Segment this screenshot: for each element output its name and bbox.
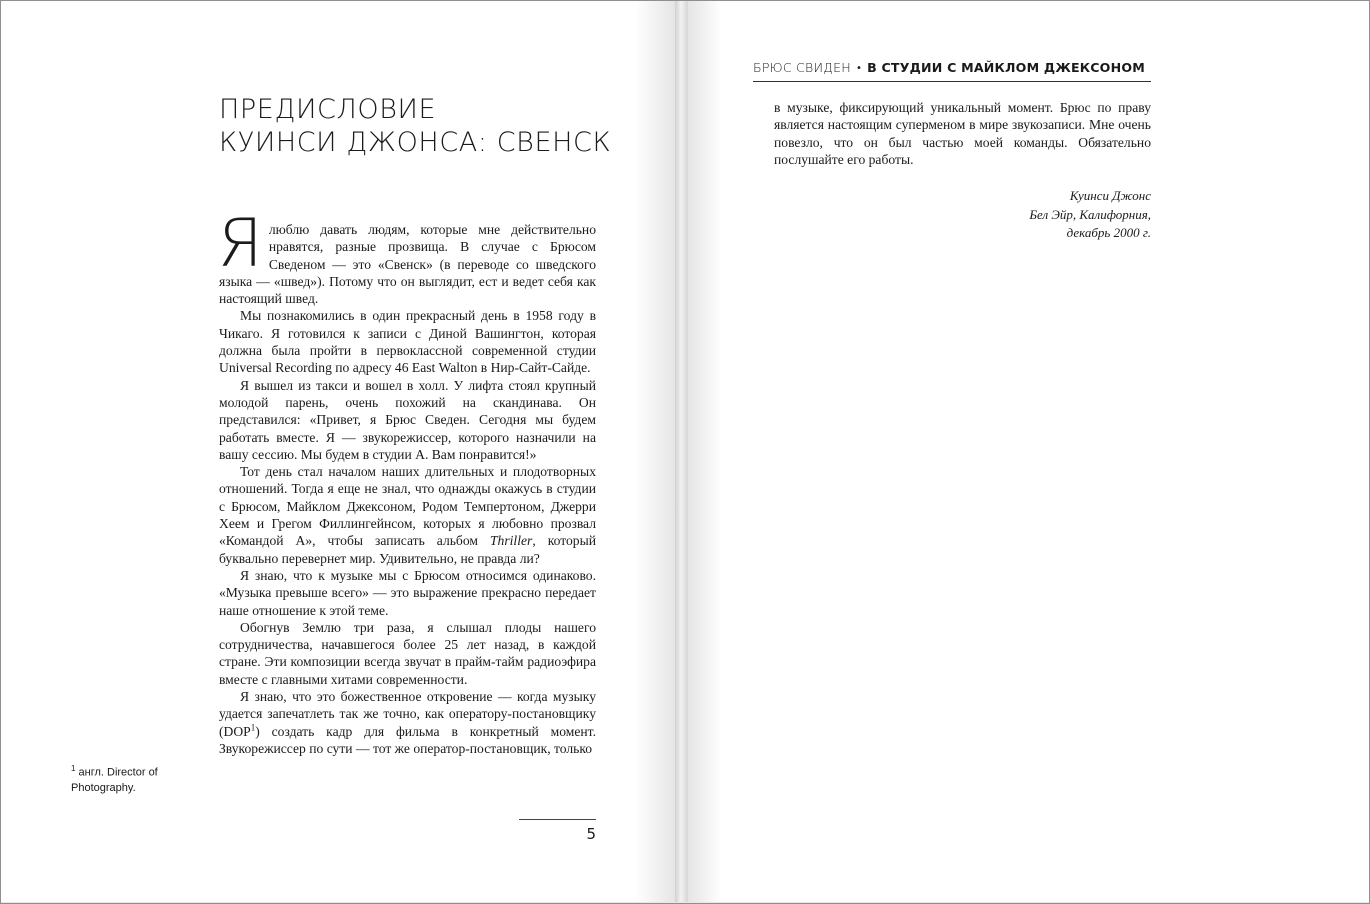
chapter-title-line-2: КУИНСИ ДЖОНСА: СВЕНСК	[219, 127, 612, 158]
chapter-title	[219, 93, 611, 159]
paragraph-1	[217, 205, 596, 307]
running-head-author: БРЮС СВИДЕН	[753, 60, 851, 75]
left-body-text	[217, 205, 597, 757]
left-page	[1, 1, 675, 902]
footnote	[71, 761, 201, 796]
signature-date: декабрь 2000 г.	[1066, 225, 1151, 240]
signature-name: Куинси Джонс	[1069, 188, 1151, 203]
paragraph-1-text: люблю давать людям, которые мне действительно нравятся, разные прозвища. В случае с Брюсом Сведеном — это «Свенск» (в переводе со шведского языка — «швед»). Потому что он выглядит, ест и ведет себя как настоящий швед.	[219, 222, 596, 307]
paragraph-4-text-a: Тот день стал началом наших длительных и плодотворных отношений. Тогда я еще не знал, что однажды окажусь в студии с Брюсом, Майклом Джексоном, Родом Темпертоном, Джерри Хеем и Грегом Филлингейнсом, которых я любовно прозвал «Командой А», чтобы записать альбом	[219, 464, 596, 549]
album-title: Thriller	[490, 533, 533, 549]
running-head-rule	[753, 81, 1151, 82]
running-head-book-title: В СТУДИИ С МАЙКЛОМ ДЖЕКСОНОМ	[867, 60, 1145, 75]
paragraph-2: Мы познакомились в один прекрасный день в 1958 году в Чикаго. Я готовился к записи с Диной Вашингтон, которая должна была пройти в первоклассной современной студии Universal Recording по адресу 46 East Walton в Нир-Сайт-Сайде.	[219, 308, 596, 376]
paragraph-7-text-b: ) создать кадр для фильма в конкретный момент. Звукорежиссер по сути — тот же оператор-постановщик, только	[219, 723, 596, 756]
paragraph-3: Я вышел из такси и вошел в холл. У лифта стоял крупный молодой парень, очень похожий на скандинава. Он представился: «Привет, я Брюс Сведен. Сегодня мы будем работать вместе. Я — звукорежиссер, которого назначили на вашу сессию. Мы будем в студии А. Вам понравится!»	[219, 377, 596, 462]
left-gutter-shadow	[635, 1, 675, 902]
book-gutter	[675, 1, 688, 902]
chapter-title-line-1: ПРЕДИСЛОВИЕ	[219, 94, 437, 125]
paragraph-4-text-b: , который буквально перевернет мир. Удивительно, не правда ли?	[219, 533, 597, 566]
footnote-reference: 1	[250, 722, 256, 733]
page-number-rule	[519, 819, 596, 820]
footnote-mark: 1	[71, 764, 76, 773]
drop-cap: Я	[217, 205, 263, 282]
paragraph-6: Обогнув Землю три раза, я слышал плоды нашего сотрудничества, начавшегося более 25 лет назад, в каждой стране. Эти композиции всегда звучат в прайм-тайм радиоэфира вместе с главными хитами современности.	[219, 619, 596, 687]
paragraph-7	[219, 688, 596, 757]
footnote-text: англ. Director of Photography.	[71, 766, 158, 794]
signature-block	[951, 187, 1151, 243]
right-body-text	[774, 99, 1151, 168]
bullet-separator: •	[855, 63, 863, 74]
signature-place: Бел Эйр, Калифорния,	[1029, 206, 1151, 222]
running-head	[753, 60, 1151, 75]
paragraph-7-text-a: Я знаю, что это божественное откровение — когда музыку удается запечатлеть так же точно, как оператору-постановщику (DOP	[219, 689, 596, 739]
right-page	[688, 1, 1369, 902]
paragraph-5: Я знаю, что к музыке мы с Брюсом относимся одинаково. «Музыка превыше всего» — это выражение прекрасно передает наше отношение к этой теме.	[219, 567, 596, 618]
right-gutter-shadow	[688, 1, 722, 902]
page-number: 5	[586, 825, 596, 843]
right-paragraph: в музыке, фиксирующий уникальный момент. Брюс по праву является настоящим суперменом в мире звукозаписи. Мне очень повезло, что он был частью моей команды. Обязательно послушайте его работы.	[774, 100, 1151, 167]
paragraph-4	[219, 463, 596, 567]
